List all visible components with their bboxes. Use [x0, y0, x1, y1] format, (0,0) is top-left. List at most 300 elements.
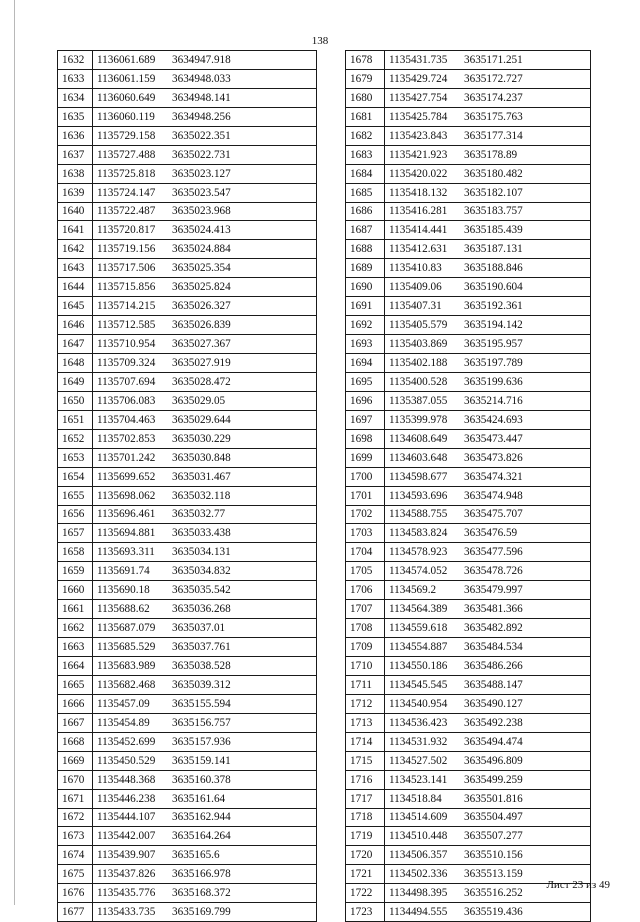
y-coordinate: 3635481.366	[464, 603, 523, 616]
x-coordinate: 1134545.545	[389, 678, 448, 691]
x-coordinate: 1135452.699	[97, 735, 156, 748]
x-coordinate: 1134550.186	[389, 659, 448, 672]
y-coordinate: 3635039.312	[172, 678, 231, 691]
point-number: 1674	[58, 846, 93, 865]
sheet-footer: Лист 23 из 49	[546, 879, 610, 891]
x-coordinate: 1135427.754	[389, 91, 448, 104]
y-coordinate: 3635490.127	[464, 697, 523, 710]
point-number: 1696	[346, 391, 385, 410]
y-coordinate: 3635424.693	[464, 413, 523, 426]
point-number: 1712	[346, 694, 385, 713]
point-number: 1667	[58, 713, 93, 732]
coordinates-cell	[385, 164, 591, 183]
y-coordinate: 3635036.268	[172, 603, 231, 616]
x-coordinate: 1136060.649	[97, 91, 156, 104]
coordinates-cell	[93, 51, 317, 70]
x-coordinate: 1134527.502	[389, 754, 448, 767]
x-coordinate: 1135725.818	[97, 167, 156, 180]
y-coordinate: 3635028.472	[172, 375, 231, 388]
point-number: 1672	[58, 808, 93, 827]
coordinates-cell	[385, 770, 591, 789]
x-coordinate: 1135454.89	[97, 716, 150, 729]
coordinates-cell	[385, 278, 591, 297]
y-coordinate: 3635161.64	[172, 792, 226, 805]
y-coordinate: 3635478.726	[464, 565, 523, 578]
coordinates-cell	[385, 335, 591, 354]
point-number: 1694	[346, 354, 385, 373]
x-coordinate: 1135707.694	[97, 375, 156, 388]
point-number: 1639	[58, 183, 93, 202]
table-row	[346, 126, 591, 145]
point-number: 1692	[346, 316, 385, 335]
table-row	[58, 202, 317, 221]
coordinates-cell	[93, 675, 317, 694]
table-row	[58, 164, 317, 183]
y-coordinate: 3635029.644	[172, 413, 231, 426]
point-number: 1643	[58, 259, 93, 278]
x-coordinate: 1134574.052	[389, 565, 448, 578]
point-number: 1721	[346, 865, 385, 884]
table-row	[346, 429, 591, 448]
table-row	[58, 486, 317, 505]
point-number: 1681	[346, 107, 385, 126]
coordinates-cell	[385, 846, 591, 865]
point-number: 1685	[346, 183, 385, 202]
point-number: 1695	[346, 372, 385, 391]
y-coordinate: 3635499.259	[464, 773, 523, 786]
point-number: 1636	[58, 126, 93, 145]
coordinates-cell	[93, 145, 317, 164]
coordinates-cell	[385, 657, 591, 676]
point-number: 1704	[346, 543, 385, 562]
point-number: 1677	[58, 903, 93, 922]
y-coordinate: 3634948.141	[172, 91, 231, 104]
table-row	[58, 884, 317, 903]
table-row	[58, 448, 317, 467]
coordinates-cell	[93, 372, 317, 391]
coordinates-cell	[385, 183, 591, 202]
x-coordinate: 1135431.735	[389, 53, 448, 66]
point-number: 1676	[58, 884, 93, 903]
x-coordinate: 1135693.311	[97, 546, 155, 559]
point-number: 1689	[346, 259, 385, 278]
point-number: 1648	[58, 354, 93, 373]
point-number: 1690	[346, 278, 385, 297]
table-row	[346, 448, 591, 467]
y-coordinate: 3635162.944	[172, 811, 231, 824]
table-row	[346, 543, 591, 562]
point-number: 1660	[58, 581, 93, 600]
x-coordinate: 1135450.529	[97, 754, 156, 767]
x-coordinate: 1135702.853	[97, 432, 156, 445]
table-row	[58, 259, 317, 278]
x-coordinate: 1134593.696	[389, 489, 448, 502]
y-coordinate: 3635192.361	[464, 300, 523, 313]
coordinates-cell	[385, 751, 591, 770]
table-row	[58, 69, 317, 88]
coordinates-cell	[385, 69, 591, 88]
y-coordinate: 3635194.142	[464, 319, 523, 332]
table-row	[58, 770, 317, 789]
coordinates-cell	[93, 846, 317, 865]
coordinates-cell	[385, 221, 591, 240]
x-coordinate: 1135690.18	[97, 584, 150, 597]
table-row	[58, 335, 317, 354]
y-coordinate: 3635027.919	[172, 356, 231, 369]
y-coordinate: 3635188.846	[464, 262, 523, 275]
x-coordinate: 1135442.007	[97, 830, 156, 843]
point-number: 1679	[346, 69, 385, 88]
y-coordinate: 3635166.978	[172, 868, 231, 881]
coordinates-cell	[385, 410, 591, 429]
coordinates-table-left	[57, 50, 317, 922]
coordinates-cell	[385, 562, 591, 581]
coordinates-cell	[93, 694, 317, 713]
coordinates-cell	[93, 524, 317, 543]
coordinates-cell	[93, 562, 317, 581]
x-coordinate: 1134536.423	[389, 716, 448, 729]
x-coordinate: 1135714.215	[97, 300, 156, 313]
coordinates-cell	[385, 713, 591, 732]
coordinates-cell	[385, 354, 591, 373]
point-number: 1719	[346, 827, 385, 846]
coordinates-cell	[93, 657, 317, 676]
point-number: 1658	[58, 543, 93, 562]
y-coordinate: 3635177.314	[464, 129, 523, 142]
point-number: 1683	[346, 145, 385, 164]
coordinates-cell	[385, 259, 591, 278]
y-coordinate: 3634948.256	[172, 110, 231, 123]
table-row	[346, 410, 591, 429]
y-coordinate: 3635026.327	[172, 300, 231, 313]
x-coordinate: 1135425.784	[389, 110, 448, 123]
x-coordinate: 1135685.529	[97, 641, 156, 654]
table-row	[58, 316, 317, 335]
coordinates-cell	[385, 391, 591, 410]
x-coordinate: 1134523.141	[389, 773, 448, 786]
y-coordinate: 3635033.438	[172, 527, 231, 540]
page-number: 138	[311, 35, 329, 47]
x-coordinate: 1135712.585	[97, 319, 156, 332]
coordinates-cell	[385, 107, 591, 126]
point-number: 1659	[58, 562, 93, 581]
point-number: 1661	[58, 600, 93, 619]
table-row	[346, 391, 591, 410]
x-coordinate: 1135433.735	[97, 906, 156, 919]
point-number: 1688	[346, 240, 385, 259]
x-coordinate: 1135412.631	[389, 243, 448, 256]
table-row	[58, 505, 317, 524]
table-row	[58, 183, 317, 202]
point-number: 1653	[58, 448, 93, 467]
x-coordinate: 1135719.156	[97, 243, 156, 256]
table-row	[58, 562, 317, 581]
table-row	[346, 789, 591, 808]
y-coordinate: 3635024.884	[172, 243, 231, 256]
table-row	[58, 107, 317, 126]
coordinates-cell	[93, 732, 317, 751]
x-coordinate: 1135457.09	[97, 697, 150, 710]
x-coordinate: 1135409.06	[389, 281, 442, 294]
point-number: 1720	[346, 846, 385, 865]
coordinates-cell	[93, 713, 317, 732]
y-coordinate: 3635037.01	[172, 622, 226, 635]
table-row	[58, 657, 317, 676]
point-number: 1654	[58, 467, 93, 486]
table-row	[346, 638, 591, 657]
point-number: 1663	[58, 638, 93, 657]
point-number: 1640	[58, 202, 93, 221]
table-row	[346, 694, 591, 713]
x-coordinate: 1134603.648	[389, 451, 448, 464]
y-coordinate: 3635476.59	[464, 527, 518, 540]
y-coordinate: 3635024.413	[172, 224, 231, 237]
y-coordinate: 3635032.77	[172, 508, 226, 521]
y-coordinate: 3635479.997	[464, 584, 523, 597]
y-coordinate: 3635482.892	[464, 622, 523, 635]
margin-line	[14, 0, 15, 905]
y-coordinate: 3635183.757	[464, 205, 523, 218]
x-coordinate: 1135717.506	[97, 262, 156, 275]
table-row	[346, 751, 591, 770]
table-row	[58, 221, 317, 240]
point-number: 1709	[346, 638, 385, 657]
coordinates-cell	[93, 410, 317, 429]
point-number: 1645	[58, 297, 93, 316]
coordinates-cell	[385, 240, 591, 259]
coordinates-cell	[385, 297, 591, 316]
coordinates-cell	[93, 619, 317, 638]
y-coordinate: 3635519.436	[464, 906, 523, 919]
point-number: 1675	[58, 865, 93, 884]
table-row	[58, 51, 317, 70]
table-row	[346, 183, 591, 202]
table-row	[58, 789, 317, 808]
x-coordinate: 1135402.188	[389, 356, 448, 369]
y-coordinate: 3635484.534	[464, 641, 523, 654]
y-coordinate: 3635159.141	[172, 754, 231, 767]
table-row	[346, 486, 591, 505]
y-coordinate: 3635182.107	[464, 186, 523, 199]
x-coordinate: 1135444.107	[97, 811, 156, 824]
coordinates-cell	[93, 543, 317, 562]
coordinates-cell	[93, 865, 317, 884]
coordinates-cell	[93, 183, 317, 202]
x-coordinate: 1135405.579	[389, 319, 448, 332]
table-row	[58, 638, 317, 657]
x-coordinate: 1134540.954	[389, 697, 448, 710]
table-row	[346, 107, 591, 126]
x-coordinate: 1135710.954	[97, 338, 156, 351]
point-number: 1686	[346, 202, 385, 221]
y-coordinate: 3635488.147	[464, 678, 523, 691]
point-number: 1678	[346, 51, 385, 70]
table-row	[58, 429, 317, 448]
y-coordinate: 3635022.351	[172, 129, 231, 142]
x-coordinate: 1135722.487	[97, 205, 156, 218]
table-row	[58, 240, 317, 259]
x-coordinate: 1135727.488	[97, 148, 156, 161]
x-coordinate: 1135439.907	[97, 849, 156, 862]
y-coordinate: 3635030.229	[172, 432, 231, 445]
table-row	[346, 562, 591, 581]
x-coordinate: 1135446.238	[97, 792, 156, 805]
coordinates-cell	[93, 789, 317, 808]
x-coordinate: 1135683.989	[97, 659, 156, 672]
coordinates-cell	[93, 884, 317, 903]
x-coordinate: 1135421.923	[389, 148, 448, 161]
x-coordinate: 1135729.158	[97, 129, 156, 142]
coordinates-table-right	[345, 50, 591, 922]
x-coordinate: 1135688.62	[97, 603, 150, 616]
y-coordinate: 3635155.594	[172, 697, 231, 710]
point-number: 1673	[58, 827, 93, 846]
table-row	[346, 467, 591, 486]
coordinates-cell	[93, 126, 317, 145]
point-number: 1703	[346, 524, 385, 543]
point-number: 1684	[346, 164, 385, 183]
x-coordinate: 1135709.324	[97, 356, 156, 369]
table-row	[346, 675, 591, 694]
point-number: 1718	[346, 808, 385, 827]
coordinates-cell	[93, 335, 317, 354]
table-row	[346, 221, 591, 240]
x-coordinate: 1134598.677	[389, 470, 448, 483]
point-number: 1687	[346, 221, 385, 240]
coordinates-cell	[385, 372, 591, 391]
coordinates-cell	[93, 448, 317, 467]
point-number: 1637	[58, 145, 93, 164]
table-row	[58, 581, 317, 600]
point-number: 1706	[346, 581, 385, 600]
y-coordinate: 3635027.367	[172, 338, 231, 351]
coordinates-cell	[93, 221, 317, 240]
coordinates-cell	[93, 581, 317, 600]
point-number: 1662	[58, 619, 93, 638]
point-number: 1646	[58, 316, 93, 335]
coordinates-cell	[93, 808, 317, 827]
table-row	[58, 297, 317, 316]
table-row	[346, 770, 591, 789]
table-row	[58, 524, 317, 543]
x-coordinate: 1135691.74	[97, 565, 150, 578]
x-coordinate: 1135698.062	[97, 489, 156, 502]
y-coordinate: 3635032.118	[172, 489, 231, 502]
table-row	[346, 524, 591, 543]
y-coordinate: 3635171.251	[464, 53, 523, 66]
table-row	[346, 846, 591, 865]
coordinates-cell	[385, 600, 591, 619]
x-coordinate: 1136060.119	[97, 110, 155, 123]
x-coordinate: 1135400.528	[389, 375, 448, 388]
point-number: 1711	[346, 675, 385, 694]
point-number: 1698	[346, 429, 385, 448]
x-coordinate: 1135437.826	[97, 868, 156, 881]
x-coordinate: 1134583.824	[389, 527, 448, 540]
coordinates-cell	[385, 145, 591, 164]
x-coordinate: 1135687.079	[97, 622, 156, 635]
coordinates-cell	[385, 675, 591, 694]
y-coordinate: 3635195.957	[464, 338, 523, 351]
table-row	[58, 808, 317, 827]
x-coordinate: 1135701.242	[97, 451, 156, 464]
point-number: 1652	[58, 429, 93, 448]
point-number: 1717	[346, 789, 385, 808]
table-row	[58, 88, 317, 107]
y-coordinate: 3635168.372	[172, 887, 231, 900]
table-row	[58, 675, 317, 694]
y-coordinate: 3635034.131	[172, 546, 231, 559]
x-coordinate: 1135418.132	[389, 186, 448, 199]
point-number: 1666	[58, 694, 93, 713]
coordinates-cell	[385, 505, 591, 524]
x-coordinate: 1135448.368	[97, 773, 156, 786]
x-coordinate: 1134559.618	[389, 622, 448, 635]
y-coordinate: 3635475.707	[464, 508, 523, 521]
coordinates-cell	[385, 126, 591, 145]
x-coordinate: 1134502.336	[389, 868, 448, 881]
point-number: 1668	[58, 732, 93, 751]
x-coordinate: 1135387.055	[389, 394, 448, 407]
table-row	[58, 410, 317, 429]
x-coordinate: 1135399.978	[389, 413, 448, 426]
table-row	[346, 164, 591, 183]
table-row	[346, 732, 591, 751]
x-coordinate: 1134578.923	[389, 546, 448, 559]
point-number: 1641	[58, 221, 93, 240]
point-number: 1649	[58, 372, 93, 391]
coordinates-cell	[93, 429, 317, 448]
y-coordinate: 3635199.636	[464, 375, 523, 388]
y-coordinate: 3635197.789	[464, 356, 523, 369]
table-row	[346, 259, 591, 278]
table-row	[58, 145, 317, 164]
y-coordinate: 3635492.238	[464, 716, 523, 729]
point-number: 1633	[58, 69, 93, 88]
point-number: 1671	[58, 789, 93, 808]
table-row	[346, 713, 591, 732]
x-coordinate: 1134498.395	[389, 887, 448, 900]
coordinates-cell	[93, 827, 317, 846]
point-number: 1655	[58, 486, 93, 505]
coordinates-cell	[93, 600, 317, 619]
y-coordinate: 3635473.447	[464, 432, 523, 445]
point-number: 1702	[346, 505, 385, 524]
coordinates-cell	[385, 429, 591, 448]
y-coordinate: 3635190.604	[464, 281, 523, 294]
coordinates-cell	[385, 694, 591, 713]
coordinates-cell	[93, 202, 317, 221]
table-row	[58, 694, 317, 713]
coordinates-cell	[385, 316, 591, 335]
x-coordinate: 1134531.932	[389, 735, 448, 748]
y-coordinate: 3635507.277	[464, 830, 523, 843]
table-row	[346, 316, 591, 335]
y-coordinate: 3635160.378	[172, 773, 231, 786]
table-row	[346, 51, 591, 70]
table-row	[346, 657, 591, 676]
y-coordinate: 3635178.89	[464, 148, 518, 161]
x-coordinate: 1135715.856	[97, 281, 156, 294]
x-coordinate: 1135435.776	[97, 887, 156, 900]
x-coordinate: 1135416.281	[389, 205, 448, 218]
point-number: 1657	[58, 524, 93, 543]
point-number: 1691	[346, 297, 385, 316]
point-number: 1647	[58, 335, 93, 354]
x-coordinate: 1135429.724	[389, 72, 448, 85]
table-row	[346, 600, 591, 619]
table-row	[346, 278, 591, 297]
